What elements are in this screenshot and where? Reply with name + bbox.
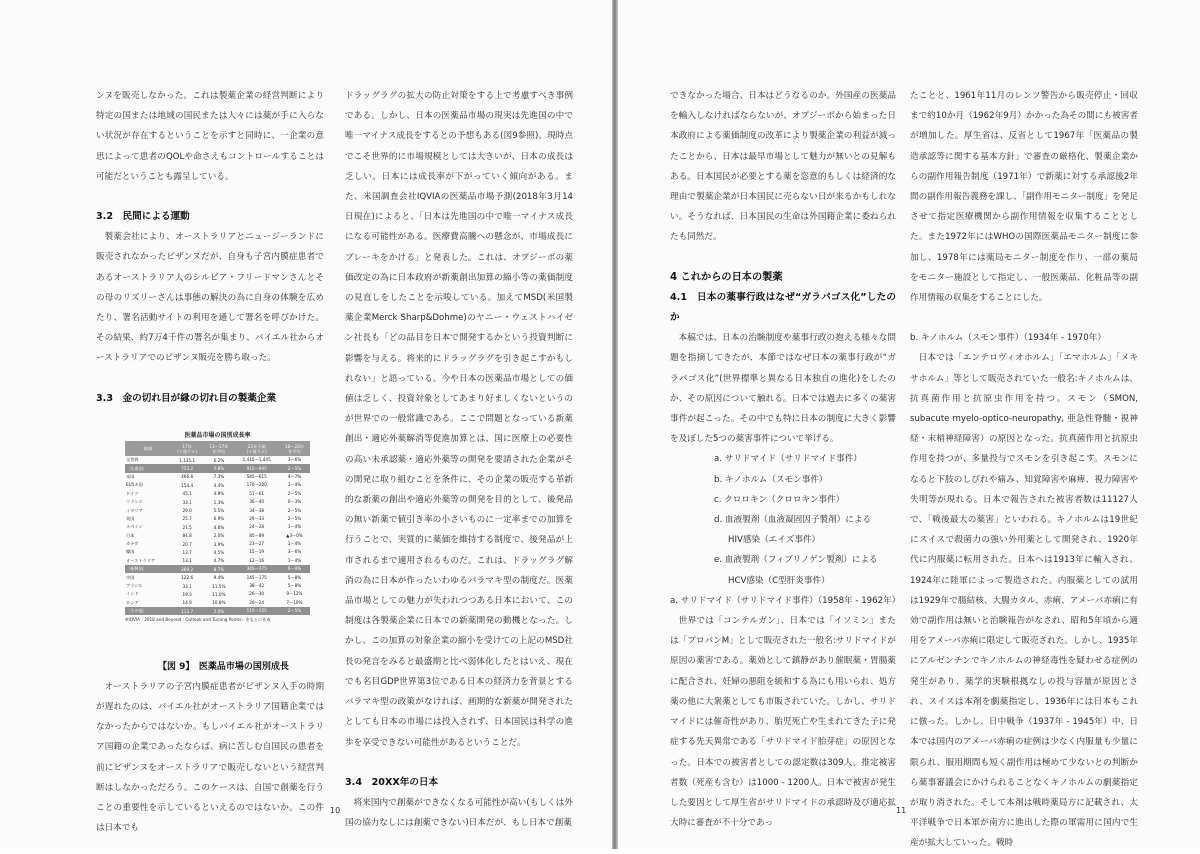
paragraph: ドラッグラグの拡大の防止対策をする上で考慮すべき事例である。しかし、日本の医薬品市場の現実は先進国の中で唯一マイナス成長をするとの予想もある(図9参照)。現時点でこそ世界的に市場規模としては大きいが、日本の成長は乏しい。日本には成長率が下がっていく傾向がある。また、米国調査会社IQVIAの医薬品市場予測(2018年3月14日現在)によると、「日本は先進国の中で唯一マイナス成長になる可能性がある。医療費高騰への懸念が、市場成長にブレーキをかける」と発表した。これは、オプジーボの薬価改定の為に日本政府が新薬創出加算の縮小等の薬価制度の見直しをしたことを示唆している。加えてMSD(米国製薬企業Merck Sharp&Dohme)のヤニー・ウェストハイゼン社長も「どの品目を日本で開発するかという投資判断に影響を与える。将来的にドラッグラグを引き起こすかもしれない」と語っている。今や日本の医薬品市場としての価値は乏しく、投資対象としてあまり好ましくないというのが世界での一般常識である。ここで問題となっている新薬創出・適応外薬解消等促進加算とは、国に医療上の必要性の高い未承認薬・適応外薬等の開発を要請された企業がその開発に取り組むことを条件に、その企業の販売する革新的な新薬の創出や適応外薬等の開発を目的として、後発品の無い新薬で値引き率の小さいものに一定率までの加算を行うことで、実質的に薬価を維持する制度で、後発品が上市されるまで適用されるものだ。これは、ドラッグラグ解消の為に日本が作ったいわゆるパラマキ型の制度だ。医薬品市場としての魅力が失われつつある日本において、この制度は各製薬企業に日本での新薬開発の動機となった。しかし、この加算の対象企業の縮小を受けての上記のMSD社長の発言をみると最盛期と比べ弱体化したとはいえ、現在でも名目GDP世界第3位である日本の経済力を背景とするバラマキ型の政策がなければ、画期的な新薬が開発されたとしても日本の市場には投入されず、日本国民は科学の進歩を享受できない可能性があるということだ。	[345, 91, 573, 748]
table-cell: 13.7	[182, 549, 192, 555]
figure-caption: 【図 9】 医薬品市場の国別成長	[158, 662, 289, 672]
table-cell: 24〜28	[249, 524, 265, 530]
table-header-cell: 18〜22年 年平均	[279, 441, 310, 456]
table-row	[125, 607, 310, 615]
table-row	[125, 548, 310, 556]
table-cell: 全世界	[126, 457, 139, 463]
table-cell: 34〜38	[249, 507, 265, 513]
table-cell: 21.5	[182, 524, 192, 530]
table-cell: カナダ	[126, 541, 139, 547]
table-cell: 0〜3%	[287, 499, 302, 505]
table-cell: 23〜27	[249, 541, 265, 547]
table-cell: 38〜42	[249, 583, 265, 589]
table-cell: 122.6	[181, 575, 194, 581]
table-cell: 1〜4%	[287, 524, 302, 530]
table-cell: 19.3	[182, 591, 192, 597]
table-row	[125, 540, 310, 548]
table-cell: 11.0%	[212, 591, 226, 597]
section-heading-3-3: 3.3 金の切れ目が縁の切れ目の製薬企業	[96, 392, 277, 404]
table-row	[125, 582, 310, 590]
table-cell: 米国	[126, 473, 135, 479]
table-cell: 9〜12%	[286, 591, 303, 597]
list-item: b. キノホルム（スモン事件）	[714, 474, 828, 485]
table-cell: 11.5%	[212, 583, 226, 589]
list-item: d. 血液製剤（血液凝固因子製剤）による	[714, 515, 872, 526]
table-row	[125, 515, 310, 523]
table-row	[125, 456, 310, 464]
table-cell: 915〜945	[234, 464, 279, 472]
table-cell: フランス	[126, 499, 143, 505]
table-header-cell: 22年予測 (十億ドル)	[234, 441, 279, 456]
table-cell: 33.1	[182, 499, 192, 505]
table-row	[125, 481, 310, 489]
table-cell: 170〜200	[246, 482, 267, 488]
right-column-2	[910, 86, 1138, 854]
subsection-heading: a. サリドマイド（サリドマイド事件）（1958年 - 1962年）	[670, 595, 901, 606]
table-cell: EU5カ国	[126, 482, 143, 488]
table-cell: 115〜155	[234, 607, 279, 615]
table-cell: 753.2	[171, 464, 204, 472]
table-cell: 1.3%	[213, 499, 225, 505]
section-heading-3-2: 3.2 民間による運動	[96, 211, 190, 223]
table-row	[125, 464, 310, 472]
table-cell: 5〜8%	[287, 574, 302, 580]
table-cell: 4.5%	[213, 549, 225, 555]
table-cell: 29.0	[182, 508, 192, 514]
table-cell: 466.6	[181, 474, 194, 480]
list-item: HIV感染（エイズ事件）	[728, 535, 821, 546]
table-cell: 1〜4%	[287, 482, 302, 488]
table-cell: オーストラリア	[126, 557, 156, 563]
table-row	[125, 490, 310, 498]
table-cell: 154.4	[181, 482, 194, 488]
paragraph: たことと、1961年11月のレンツ警告から販売停止・回収まで約10か月（1962年9月）かかった為その間にも被害者が増加した。厚生省は、反省として1967年「医薬品の製造承認等に関する基本方針」で審査の厳格化、製薬企業からの副作用報告制度（1971年）で新薬に対する承認後2年間の副作用報告義務を課し、「副作用モニター制度」を発足させて指定医療機関から副作用情報を収集することとした。また1972年にはWHOの国際医薬品モニター制度に参加し、1978年には薬局モニター制度を作り、一部の薬局をモニター施設として指定し、一般医薬品、化粧品等の副作用情報の収集をすることにした。	[910, 91, 1138, 304]
paragraph: ンヌを販売しなかった。これは製薬企業の経営判断により特定の国または地域の国民または人々には薬が手に入らない状況が存在するということを示すと同時に、一企業の意思によって患者のQOLや命さえもコントロールすることは可能だということも露呈している。	[96, 91, 324, 182]
figure-9-table	[125, 430, 310, 658]
table-cell: 1〜4%	[287, 557, 302, 563]
table-cell: 7〜10%	[286, 599, 303, 605]
table-cell: ロシア	[126, 599, 139, 605]
list-item: a. サリドマイド（サリドマイド事件）	[714, 454, 862, 465]
table-cell: 9.4%	[213, 575, 225, 581]
table-cell: 51〜61	[249, 490, 265, 496]
table-cell: 6.2%	[213, 457, 225, 463]
table-cell: インド	[126, 591, 139, 597]
table-cell: 6〜9%	[279, 565, 310, 573]
table-cell: 英国	[126, 515, 135, 521]
table-cell: 5.5%	[213, 508, 225, 514]
table-cell: 26〜30	[249, 591, 265, 597]
table-cell: 20〜24	[249, 599, 265, 605]
figure-title: 医薬品市場の国別成長率	[184, 432, 251, 439]
table-cell: ブラジル	[126, 583, 143, 589]
table-row	[125, 590, 310, 598]
table-cell: 日本	[126, 532, 135, 538]
table-header-cell: 17年 (十億ドル)	[171, 441, 204, 456]
table-cell: スペイン	[126, 524, 143, 530]
table-cell: 84.8	[182, 533, 192, 539]
table-cell: 中国	[126, 574, 135, 580]
page-number: 10	[330, 806, 341, 815]
table-row	[125, 565, 310, 573]
table-row	[125, 523, 310, 531]
table-cell: 14.9	[182, 600, 192, 606]
table-cell: ドイツ	[126, 490, 139, 496]
table-cell: 29〜33	[249, 515, 265, 521]
table-cell: 2〜5%	[287, 515, 302, 521]
table-row	[125, 532, 310, 540]
table-cell: 269.2	[171, 565, 204, 573]
table-cell: 2.0%	[203, 607, 234, 615]
table-row	[125, 599, 310, 607]
table-cell: 15〜19	[249, 549, 265, 555]
table-cell: 2.0%	[213, 533, 225, 539]
right-page	[618, 0, 1200, 849]
table-cell: 1〜4%	[287, 541, 302, 547]
table-row	[125, 573, 310, 581]
table-cell: 4.9%	[213, 491, 225, 497]
section-heading-3-4: 3.4 20XX年の日本	[345, 776, 439, 788]
table-cell: 25.7	[182, 516, 192, 522]
table-cell: 345〜375	[234, 565, 279, 573]
figure-source: ※IQVIA「2018 and Beyond : Outlook and Turning Points」をもとに作成	[125, 617, 271, 623]
table-cell: 3〜6%	[287, 457, 302, 463]
table-cell: 韓国	[126, 549, 135, 555]
left-column-2	[345, 86, 573, 833]
paragraph: できなかった場合、日本はどうなるのか。外国産の医薬品を輸入しなければならないが、オプジーボから始まった日本政府による薬価制度の改革により製薬企業の利益が減ったことから、日本は最早市場として魅力が無いとの見解もある。日本国民が必要とする薬を恣意的もしくは経済的な理由で製薬企業が日本国民に売らない日が来るかもしれない。そうなれば、日本国民の生命は外国籍企業に委ねられたも同然だ。	[670, 91, 896, 243]
table-cell: 36〜40	[249, 499, 265, 505]
paragraph: 日本では「エンテロヴィオホルム」「エマホルム」「メキサホルム」等として販売されていた一般名:キノホルムは、抗真菌作用と抗原虫作用を持つ。スモン（SMON, subacute myelo-optico-neuropathy, 亜急性脊髄・視神経・末梢神経障害）の原因となった。抗真菌作用と抗原虫作用を持つが、多量投与でスモンを引き起こす。スモンになると下肢のしびれや痛み、知覚障害や麻痺、視力障害や失明等が現れる。日本で報告された被害者数は11127人で、「戦後最大の薬害」といわれる。キノホルムは19世紀にスイスで殺菌力の強い外用薬として開発され、1920年代に内服薬に転用された。日本へは1913年に輸入され、1924年に陸軍によって製造された。内服薬としての試用は1929年で腸結核、大腸カタル、赤痢、アメーバ赤痢に有効で副作用は無いと治験報告がなされ、昭和5年頃から適用をアメーバ赤痢に限定して販売された。しかし、1935年にアルゼンチンでキノホルムの神経毒性を疑わせる症例の発生があり、薬学的実験根拠なしの投与容量が原因とされ、スイスは本剤を劇薬指定し、1936年には日本もこれに倣った。しかし、日中戦争（1937年 - 1945年）中、日本では国内のアメーバ赤痢の症例は少なく内服量も少量に限られ、服用期間も短く副作用は極めて少ないとの判断から薬事審議会にかけられることなくキノホルムの劇薬指定が取り消された。そして本剤は戦時薬局方に記載され、太平洋戦争で日本軍が南方に進出した際の軍需用に国内で生産が拡大していった。戦時	[910, 353, 1138, 849]
table-cell: 585〜615	[246, 473, 267, 479]
table-cell: 45.1	[182, 491, 192, 497]
list-item: c. クロロキン（クロロキン事件）	[714, 494, 845, 505]
table-row	[125, 557, 310, 565]
table-cell: 112.7	[171, 607, 204, 615]
paragraph: 本稿では、日本の治験制度や薬事行政の抱える様々な問題を指摘してきたが、本節ではなぜ日本の薬事行政が“ガラパゴス化”(世界標準と異なる日本独自の進化)をしたのか、その原因について触れる。日本では過去に多くの薬害事件が起こった。その中でも特に日本の制度に大きく影響を及ぼした5つの薬害事件について挙げる。	[670, 333, 896, 445]
market-growth-table	[125, 441, 310, 615]
table-cell: 4.6%	[213, 524, 225, 530]
table-cell: 3.9%	[213, 541, 225, 547]
paragraph: オーストラリアの子宮内膜症患者がビザンヌ入手の時期が遅れたのは、バイエル社がオーストラリア国籍企業ではなかったからではないか。もしバイエル社がオーストラリア国籍の企業であったならば、病に苦しむ自国民の患者を前にビザンヌをオーストラリアで販売しないという経営判断はしなかっただろう。このケースは、自国で創薬を行うことの重要性を示しているといえるのではないか。この件は日本でも	[96, 681, 324, 834]
paragraph: 製薬会社により、オーストラリアとニュージーランドに販売されなかったビザンヌだが、自身も子宮内膜症患者であるオーストラリア人のシルビア・フリードマンさんとその母のリズリーさんは事態の解決の為に自身の体験を広めたり、署名活動サイトの利用を通して署名を呼びかけた。その結果、約7万4千件の署名が集まり、バイエル社からオーストラリアでのビザンヌ販売を勝ち取った。	[96, 232, 324, 364]
table-cell: 3〜6%	[287, 549, 302, 555]
list-item: HCV感染（C型肝炎事件）	[728, 575, 830, 586]
table-cell: ▲3〜0%	[286, 532, 303, 538]
section-heading-4-1: 4.1 日本の薬事行政はなぜ“ガラパゴス化”したのか	[670, 291, 896, 324]
table-cell: 13.1	[182, 558, 192, 564]
table-cell: 1,415〜1,445	[242, 457, 271, 463]
table-cell: 〔新興国〕	[125, 565, 171, 573]
table-cell: 5.8%	[203, 464, 234, 472]
list-item: e. 血液製剤（フィブリノゲン製剤）による	[714, 555, 878, 566]
table-header-cell: 地域	[125, 441, 171, 456]
table-cell: 4.4%	[213, 482, 225, 488]
table-cell: 85〜89	[249, 532, 265, 538]
table-cell: 145〜175	[246, 574, 267, 580]
table-row	[125, 506, 310, 514]
page-number: 11	[896, 806, 907, 815]
table-cell: 20.7	[182, 541, 192, 547]
table-cell: 1,135.1	[179, 457, 196, 463]
paragraph: 将来国内で創薬ができなくなる可能性が高い(もしくは外国の協力なしには創薬できない)日本だが、もし日本で創薬	[345, 797, 573, 829]
table-cell: 6.9%	[213, 516, 225, 522]
table-cell: 〔先進国〕	[125, 464, 171, 472]
right-column-1	[670, 86, 901, 833]
table-cell: 10.8%	[212, 600, 226, 606]
table-cell: 4.7%	[213, 558, 225, 564]
table-cell: 2〜5%	[287, 490, 302, 496]
table-cell: 5〜8%	[287, 583, 302, 589]
table-cell: 2〜5%	[279, 607, 310, 615]
subsection-heading: b. キノホルム（スモン事件）（1934年 - 1970年）	[910, 333, 1106, 344]
table-header-cell: 13〜17年 年平均	[203, 441, 234, 456]
table-cell: イタリア	[126, 507, 143, 513]
table-cell: 12〜16	[249, 557, 265, 563]
table-cell: 4〜7%	[287, 473, 302, 479]
table-cell: 7.3%	[213, 474, 225, 480]
table-cell: 2〜5%	[287, 507, 302, 513]
table-cell: 2〜5%	[279, 464, 310, 472]
table-cell: 33.1	[182, 583, 192, 589]
paragraph: 世界では「コンテルガン」、日本では「イソミン」または「プロバンM」として販売された一般名:サリドマイドが原因の薬害である。薬効として鎮静があり催眠薬・胃腸薬に配合され、妊婦の悪阻を緩和する為にも用いられ、処方薬の他に大衆薬としても市販されていた。しかし、サリドマイドには催奇性があり、胎児死亡や生まれてきた子に発症する先天異常である「サリドマイド胎芽症」の原因となった。日本での被害者としての認定数は309人。推定被害者数（死産も含む）は1000 - 1200人。日本で被害が発生した要因として厚生省がサリドマイドの承認時及び適応拡大時に審査が不十分であっ	[670, 616, 896, 829]
table-row	[125, 498, 310, 506]
table-row	[125, 473, 310, 481]
table-cell: 8.7%	[203, 565, 234, 573]
table-cell: 〔その他〕	[125, 607, 171, 615]
section-heading-4: 4 これからの日本の製薬	[670, 271, 783, 283]
